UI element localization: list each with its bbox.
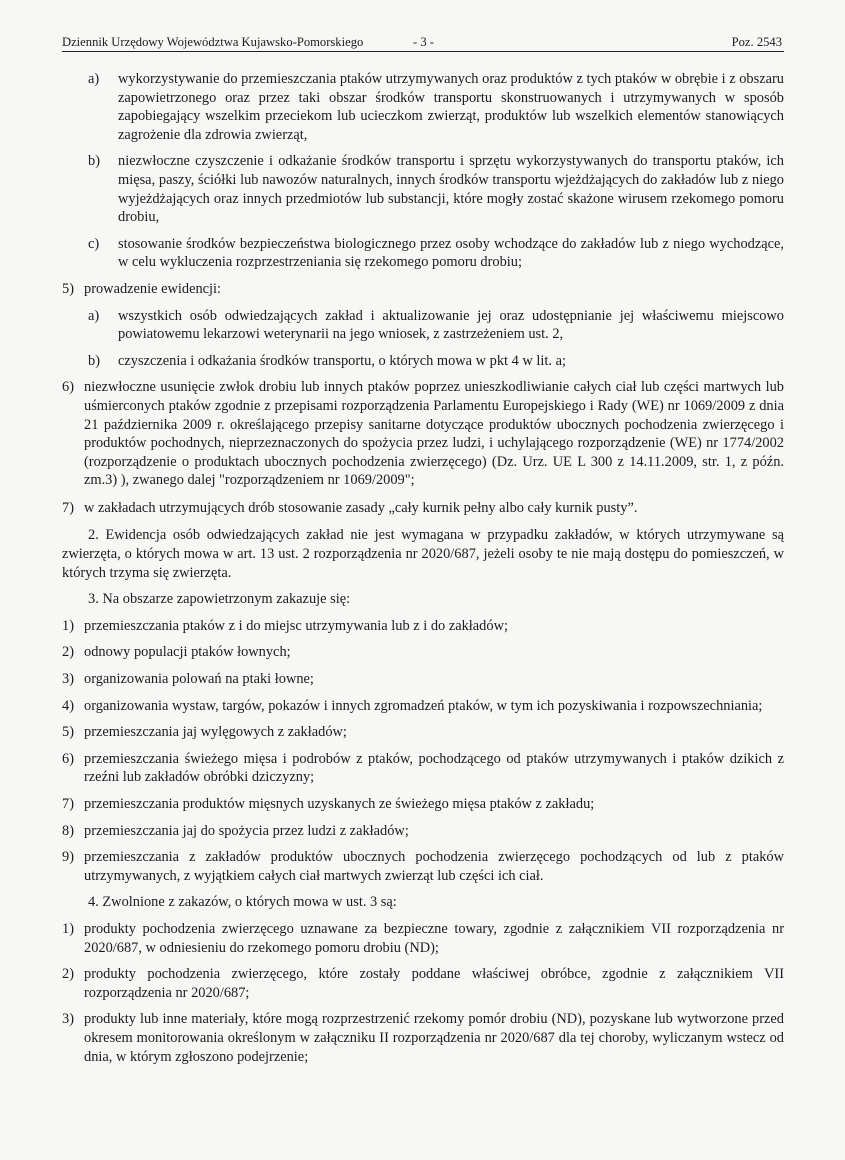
- item-text: wykorzystywanie do przemieszczania ptaków utrzymywanych oraz produktów z tych ptaków w obrębie i z obszaru zapowietrzonego oraz przez taki obszar środków transportu skonstruowanych i utrzymywanych w sposób zapobiegający wszelkim przeciekom lub ucieczkom zwierząt, produktów lub wszelkich elementów stanowiących zagrożenie dla zdrowia zwierząt,: [118, 71, 784, 143]
- sub-list-item: [62, 70, 784, 144]
- item-text: przemieszczania jaj do spożycia przez ludzi z zakładów;: [84, 822, 409, 839]
- section-paragraph: 2. Ewidencja osób odwiedzających zakład nie jest wymagana w przypadku zakładów, w których utrzymywane są zwierzęta, o których mowa w art. 13 ust. 2 rozporządzenia nr 2020/687, jeżeli osoby te nie mają dostępu do pomieszczeń, w których trzyma się zwierzęta.: [62, 527, 784, 581]
- item-label: c): [88, 235, 100, 252]
- page-header: [62, 33, 784, 52]
- item-text: przemieszczania jaj wylęgowych z zakładów;: [84, 724, 347, 741]
- item-label: 9): [62, 849, 74, 866]
- item-label: a): [88, 71, 100, 87]
- item-text: przemieszczania produktów mięsnych uzyskanych ze świeżego mięsa ptaków z zakładu;: [84, 796, 595, 812]
- item-label: 6): [62, 379, 74, 396]
- item-label: 5): [62, 724, 74, 741]
- item-text: przemieszczania z zakładów produktów ubocznych pochodzenia zwierzęcego pochodzących od lub z ptaków utrzymywanych, z wyjątkiem całych ciał martwych zwierząt lub części ich ciał.: [84, 849, 784, 884]
- list-item: [62, 280, 784, 299]
- sub-list-item: [62, 352, 784, 371]
- item-label: b): [88, 153, 100, 170]
- item-text: odnowy populacji ptaków łownych;: [84, 644, 291, 661]
- position-number: Poz. 2543: [731, 35, 782, 49]
- sub-list-item: [62, 235, 784, 272]
- item-label: 3): [62, 671, 74, 688]
- journal-title: Dziennik Urzędowy Województwa Kujawsko-Pomorskiego: [62, 35, 364, 49]
- item-text: organizowania polowań na ptaki łowne;: [84, 671, 314, 688]
- item-text: w zakładach utrzymujących drób stosowanie zasady „cały kurnik pełny albo cały kurnik pusty”.: [84, 499, 638, 516]
- list-item: [62, 848, 784, 885]
- list-item: [62, 965, 784, 1002]
- item-text: czyszczenia i odkażania środków transportu, o których mowa w pkt 4 w lit. a;: [118, 352, 566, 369]
- item-text: niezwłoczne czyszczenie i odkażanie środków transportu i sprzętu wykorzystywanych do transportu ptaków, ich mięsa, paszy, ściółki lub nawozów naturalnych, innych środków transportu wjeżdżających do zakładów lub z niego wyjeżdżających oraz innych przedmiotów lub substancji, które mogły zostać skażone wirusem rzekomego pomoru drobiu,: [118, 153, 784, 226]
- item-text: przemieszczania świeżego mięsa i podrobów z ptaków, pochodzącego od ptaków utrzymywanych i ptaków dzikich z rzeźni lub zakładów obróbki dziczyzny;: [84, 750, 784, 786]
- list-item: [62, 1010, 784, 1066]
- item-label: 3): [62, 1011, 74, 1028]
- item-label: 6): [62, 750, 74, 767]
- item-label: 2): [62, 966, 74, 983]
- list-item: [62, 378, 784, 490]
- item-label: 2): [62, 644, 74, 661]
- list-item: [62, 670, 784, 689]
- item-label: 8): [62, 822, 74, 839]
- item-label: 1): [62, 920, 74, 937]
- item-label: b): [88, 352, 100, 369]
- item-text: produkty lub inne materiały, które mogą rozprzestrzenić rzekomy pomór drobiu (ND), pozyskane lub wytworzone przed okresem monitorowania określonym w załączniku II rozporządzenia nr 2020/687 dla tej choroby, wyliczanym wstecz od dnia, w którym zgłoszono podejrzenie;: [84, 1011, 784, 1065]
- item-label: a): [88, 307, 100, 324]
- item-text: organizowania wystaw, targów, pokazów i innych zgromadzeń ptaków, w tym ich pozyskiwania i rozpowszechniania;: [84, 697, 763, 714]
- document-body: [62, 70, 784, 1066]
- item-label: 5): [62, 280, 74, 297]
- list-item: [62, 697, 784, 716]
- sub-list-item: [62, 152, 784, 226]
- item-text: prowadzenie ewidencji:: [84, 280, 222, 297]
- list-item: [62, 617, 784, 636]
- page-number: - 3 -: [413, 35, 434, 49]
- item-text: stosowanie środków bezpieczeństwa biologicznego przez osoby wchodzące do zakładów lub z niego wychodzące, w celu wykluczenia rozprzestrzeniania się rzekomego pomoru drobiu;: [118, 235, 784, 271]
- item-label: 7): [62, 796, 74, 812]
- item-label: 1): [62, 617, 74, 634]
- list-item: [62, 750, 784, 787]
- sub-list-item: [62, 307, 784, 344]
- item-label: 7): [62, 499, 74, 516]
- list-item: [62, 822, 784, 841]
- list-item: [62, 499, 784, 518]
- list-item: [62, 643, 784, 662]
- item-text: produkty pochodzenia zwierzęcego, które zostały poddane właściwej obróbce, zgodnie z załącznikiem VII rozporządzenia nr 2020/687;: [84, 966, 784, 1001]
- item-text: wszystkich osób odwiedzających zakład i aktualizowanie jej oraz udostępnianie jej właściwemu miejscowo powiatowemu lekarzowi weterynarii na jego wniosek, z zastrzeżeniem ust. 2,: [118, 307, 784, 343]
- list-item: [62, 920, 784, 957]
- item-text: przemieszczania ptaków z i do miejsc utrzymywania lub z i do zakładów;: [84, 617, 508, 634]
- list-item: [62, 723, 784, 742]
- list-item: [62, 795, 784, 814]
- item-text: niezwłoczne usunięcie zwłok drobiu lub innych ptaków poprzez unieszkodliwianie całych ciał lub części martwych lub uśmierconych ptaków zgodnie z przepisami rozporządzenia Parlamentu Europejskiego i Rady (WE) nr 1069/2009 z dnia 21 października 2009 r. określającego przepisy sanitarne dotyczące produktów ubocznych pochodzenia zwierzęcego i produktów pochodnych, nieprzeznaczonych do spożycia przez ludzi, i uchylającego rozporządzenie (WE) nr 1774/2002 (rozporządzenie o produktach ubocznych pochodzenia zwierzęcego) (Dz. Urz. UE L 300 z 14.11.2009, str. 1, z późn. zm.3) ), zwanego dalej "rozporządzeniem nr 1069/2009";: [84, 379, 784, 489]
- section-paragraph: 3. Na obszarze zapowietrzonym zakazuje się:: [88, 591, 351, 608]
- item-label: 4): [62, 697, 74, 714]
- section-paragraph: 4. Zwolnione z zakazów, o których mowa w ust. 3 są:: [88, 894, 397, 911]
- item-text: produkty pochodzenia zwierzęcego uznawane za bezpieczne towary, zgodnie z załącznikiem VII rozporządzenia nr 2020/687, w odniesieniu do rzekomego pomoru drobiu (ND);: [84, 920, 784, 956]
